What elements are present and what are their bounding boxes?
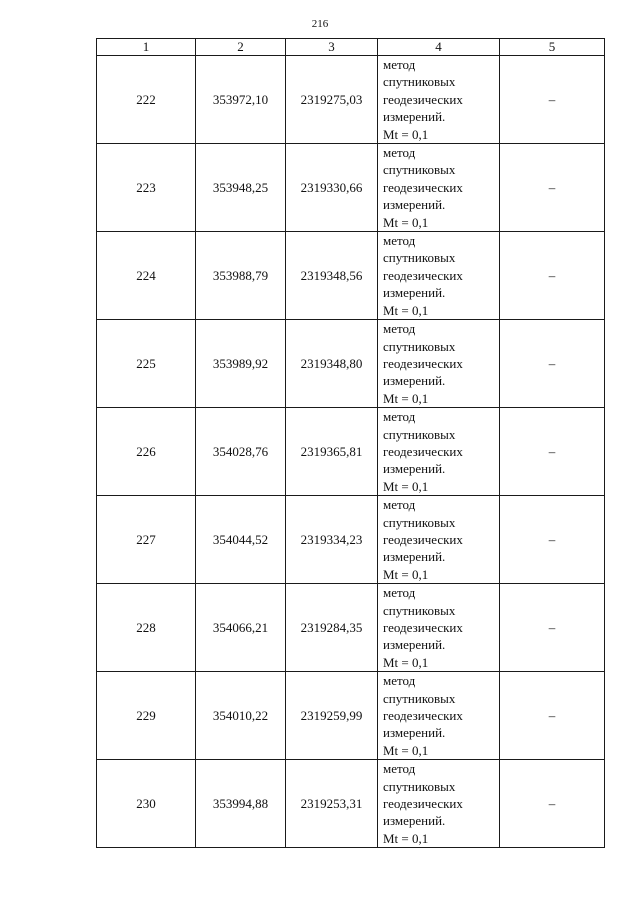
method-line: геодезических [383,531,463,547]
header-col-5: 5 [500,39,605,56]
point-number-cell: 224 [97,232,196,320]
method-cell [378,56,500,144]
note-cell: – [500,144,605,232]
method-line: Mt = 0,1 [383,830,429,846]
method-line: спутниковых [383,426,456,442]
x-coordinate-cell: 354010,22 [196,672,286,760]
point-number-cell: 229 [97,672,196,760]
note-cell: – [500,672,605,760]
method-line: спутниковых [383,602,456,618]
method-line: измерений. [383,461,446,477]
method-line: измерений. [383,373,446,389]
header-col-3: 3 [286,39,378,56]
method-line: Mt = 0,1 [383,742,429,758]
point-number-cell: 226 [97,408,196,496]
x-coordinate-cell: 354066,21 [196,584,286,672]
method-cell [378,144,500,232]
method-line: метод [383,233,416,249]
method-line: геодезических [383,267,463,283]
table-row [97,496,605,584]
method-line: Mt = 0,1 [383,302,429,318]
y-coordinate-cell: 2319348,80 [286,320,378,408]
table-row [97,56,605,144]
point-number-cell: 228 [97,584,196,672]
method-line: измерений. [383,637,446,653]
method-cell [378,584,500,672]
note-cell: – [500,56,605,144]
method-line: Mt = 0,1 [383,126,429,142]
method-line: метод [383,673,416,689]
method-line: спутниковых [383,250,456,266]
method-line: геодезических [383,620,463,635]
method-line: измерений. [383,197,446,213]
method-line: измерений. [383,549,446,565]
y-coordinate-cell: 2319253,31 [286,760,378,848]
method-line: геодезических [383,91,463,107]
x-coordinate-cell: 353989,92 [196,320,286,408]
note-cell: – [500,320,605,408]
y-coordinate-cell: 2319259,99 [286,672,378,760]
y-coordinate-cell: 2319334,23 [286,496,378,584]
method-line: геодезических [383,179,463,195]
method-line: спутниковых [383,338,456,354]
method-line: измерений. [383,725,446,741]
method-line: Mt = 0,1 [383,390,429,406]
header-col-1: 1 [97,39,196,56]
method-cell [378,672,500,760]
table-row [97,408,605,496]
table-row [97,672,605,760]
table-header [97,39,605,56]
method-line: Mt = 0,1 [383,478,429,494]
method-line: метод [383,585,416,601]
table-row [97,320,605,408]
header-col-2: 2 [196,39,286,56]
method-line: измерений. [383,813,446,829]
method-cell [378,496,500,584]
x-coordinate-cell: 354044,52 [196,496,286,584]
point-number-cell: 223 [97,144,196,232]
x-coordinate-cell: 353948,25 [196,144,286,232]
method-cell [378,760,500,848]
x-coordinate-cell: 353972,10 [196,56,286,144]
coordinates-table [96,38,605,848]
header-row [97,39,605,56]
method-cell [378,232,500,320]
method-line: измерений. [383,285,446,301]
method-line: спутниковых [383,778,456,794]
x-coordinate-cell: 353994,88 [196,760,286,848]
table-row [97,144,605,232]
method-line: геодезических [383,708,463,724]
method-line: Mt = 0,1 [383,214,429,230]
method-line: спутниковых [383,162,456,178]
method-line: метод [383,409,416,425]
method-line: метод [383,145,416,161]
y-coordinate-cell: 2319284,35 [286,584,378,672]
table-row [97,584,605,672]
note-cell: – [500,232,605,320]
method-line: Mt = 0,1 [383,654,429,670]
point-number-cell: 230 [97,760,196,848]
method-cell [378,408,500,496]
method-line: метод [383,57,416,72]
point-number-cell: 222 [97,56,196,144]
method-line: Mt = 0,1 [383,566,429,582]
note-cell: – [500,496,605,584]
method-line: метод [383,321,416,337]
method-line: метод [383,761,416,777]
note-cell: – [500,584,605,672]
note-cell: – [500,408,605,496]
method-line: геодезических [383,355,463,371]
page-number: 216 [311,18,329,30]
method-line: спутниковых [383,514,456,530]
x-coordinate-cell: 353988,79 [196,232,286,320]
y-coordinate-cell: 2319365,81 [286,408,378,496]
point-number-cell: 227 [97,496,196,584]
method-cell [378,320,500,408]
y-coordinate-cell: 2319275,03 [286,56,378,144]
point-number-cell: 225 [97,320,196,408]
method-line: геодезических [383,443,463,459]
x-coordinate-cell: 354028,76 [196,408,286,496]
method-line: метод [383,497,416,513]
header-col-4: 4 [378,39,500,56]
method-line: геодезических [383,796,463,812]
y-coordinate-cell: 2319348,56 [286,232,378,320]
note-cell: – [500,760,605,848]
method-line: измерений. [383,109,446,125]
method-line: спутниковых [383,690,456,706]
method-line: спутниковых [383,74,456,90]
table-body [97,56,605,848]
table-row [97,760,605,848]
y-coordinate-cell: 2319330,66 [286,144,378,232]
table-row [97,232,605,320]
